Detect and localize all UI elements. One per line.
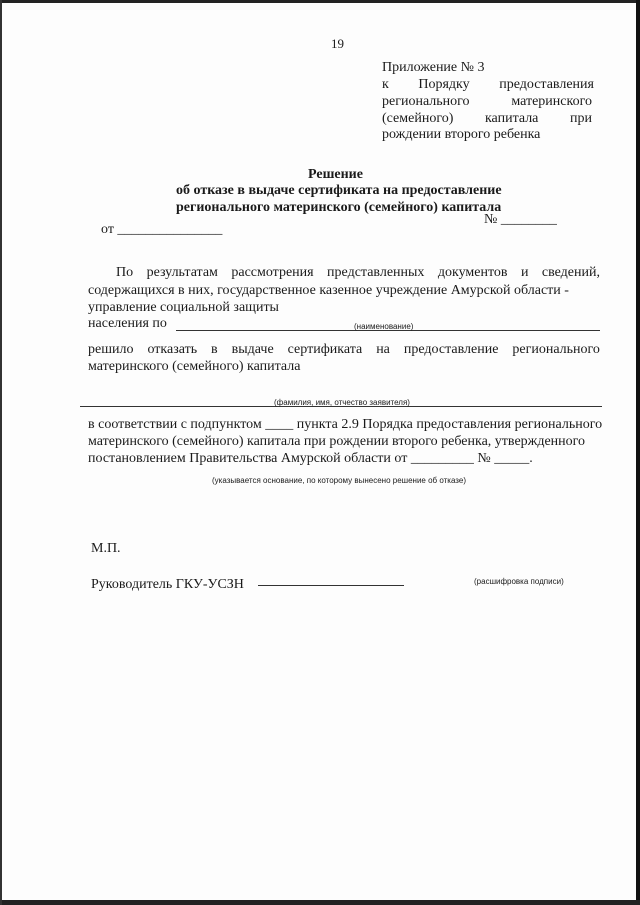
- scan-edge-bottom: [0, 900, 640, 905]
- annex-line-3: [382, 111, 592, 127]
- paragraph-word: документов: [437, 265, 508, 280]
- paragraph-3-line-1: в соответствии с подпунктом ____ пункта 2.9 Порядка предоставления регионального: [88, 417, 603, 432]
- decision-title: Решение: [308, 167, 363, 182]
- annex-title: Приложение № 3: [382, 60, 485, 75]
- scan-edge-right: [636, 0, 640, 905]
- caption-name: (наименование): [354, 322, 414, 331]
- annex-line-4: рождении второго ребенка: [382, 127, 541, 142]
- paragraph-word: отказать: [147, 342, 198, 357]
- scan-edge-left: [0, 0, 2, 905]
- paragraph-word: выдаче: [231, 342, 274, 357]
- signature-label: Руководитель ГКУ-УСЗН: [91, 577, 244, 592]
- signature-underline: [258, 585, 404, 586]
- paragraph-word: на: [376, 342, 390, 357]
- annex-word: материнского: [511, 94, 592, 109]
- annex-word: Порядку: [418, 77, 470, 92]
- paragraph-word: предоставление: [403, 342, 499, 357]
- paragraph-3-line-3: постановлением Правительства Амурской области от _________ № _____.: [88, 451, 533, 466]
- paragraph-word: результатам: [146, 265, 218, 280]
- paragraph-word: сертификата: [287, 342, 363, 357]
- paragraph-1-line-3: управление социальной защиты: [88, 300, 279, 315]
- annex-line-1: [382, 77, 594, 93]
- paragraph-word: и: [520, 265, 529, 280]
- annex-word: (семейного): [382, 111, 454, 126]
- page-number: 19: [331, 36, 344, 51]
- paragraph-2-line-2: материнского (семейного) капитала: [88, 359, 301, 374]
- paragraph-word: сведений,: [541, 265, 600, 280]
- decision-number-field: № ________: [484, 212, 557, 227]
- paragraph-1-line-1: [116, 265, 600, 281]
- caption-basis: (указывается основание, по которому вынесено решение об отказе): [212, 476, 466, 485]
- decision-subtitle-1: об отказе в выдаче сертификата на предоставление: [176, 183, 502, 198]
- caption-applicant: (фамилия, имя, отчество заявителя): [274, 398, 410, 407]
- paragraph-word: в: [211, 342, 218, 357]
- paragraph-word: рассмотрения: [231, 265, 314, 280]
- scan-edge-top: [0, 0, 640, 3]
- decision-subtitle-2: регионального материнского (семейного) капитала: [176, 200, 502, 215]
- annex-word: к: [382, 77, 389, 92]
- paragraph-word: представленных: [327, 265, 425, 280]
- paragraph-1-line-4: населения по: [88, 316, 167, 331]
- paragraph-3-line-2: материнского (семейного) капитала при рождении второго ребенка, утвержденного: [88, 434, 586, 449]
- paragraph-1-line-2: содержащихся в них, государственное казенное учреждение Амурской области -: [88, 283, 569, 298]
- decision-date-field: от _______________: [101, 222, 223, 237]
- paragraph-word: решило: [88, 342, 134, 357]
- annex-word: предоставления: [499, 77, 594, 92]
- paragraph-word: По: [116, 265, 134, 280]
- paragraph-word: регионального: [512, 342, 600, 357]
- annex-word: капитала: [484, 111, 539, 126]
- stamp-place: М.П.: [91, 541, 121, 556]
- annex-word: при: [570, 111, 592, 126]
- annex-line-2: [382, 94, 592, 110]
- signature-caption: (расшифровка подписи): [474, 577, 564, 586]
- paragraph-2-line-1: [88, 342, 600, 358]
- annex-word: регионального: [382, 94, 470, 109]
